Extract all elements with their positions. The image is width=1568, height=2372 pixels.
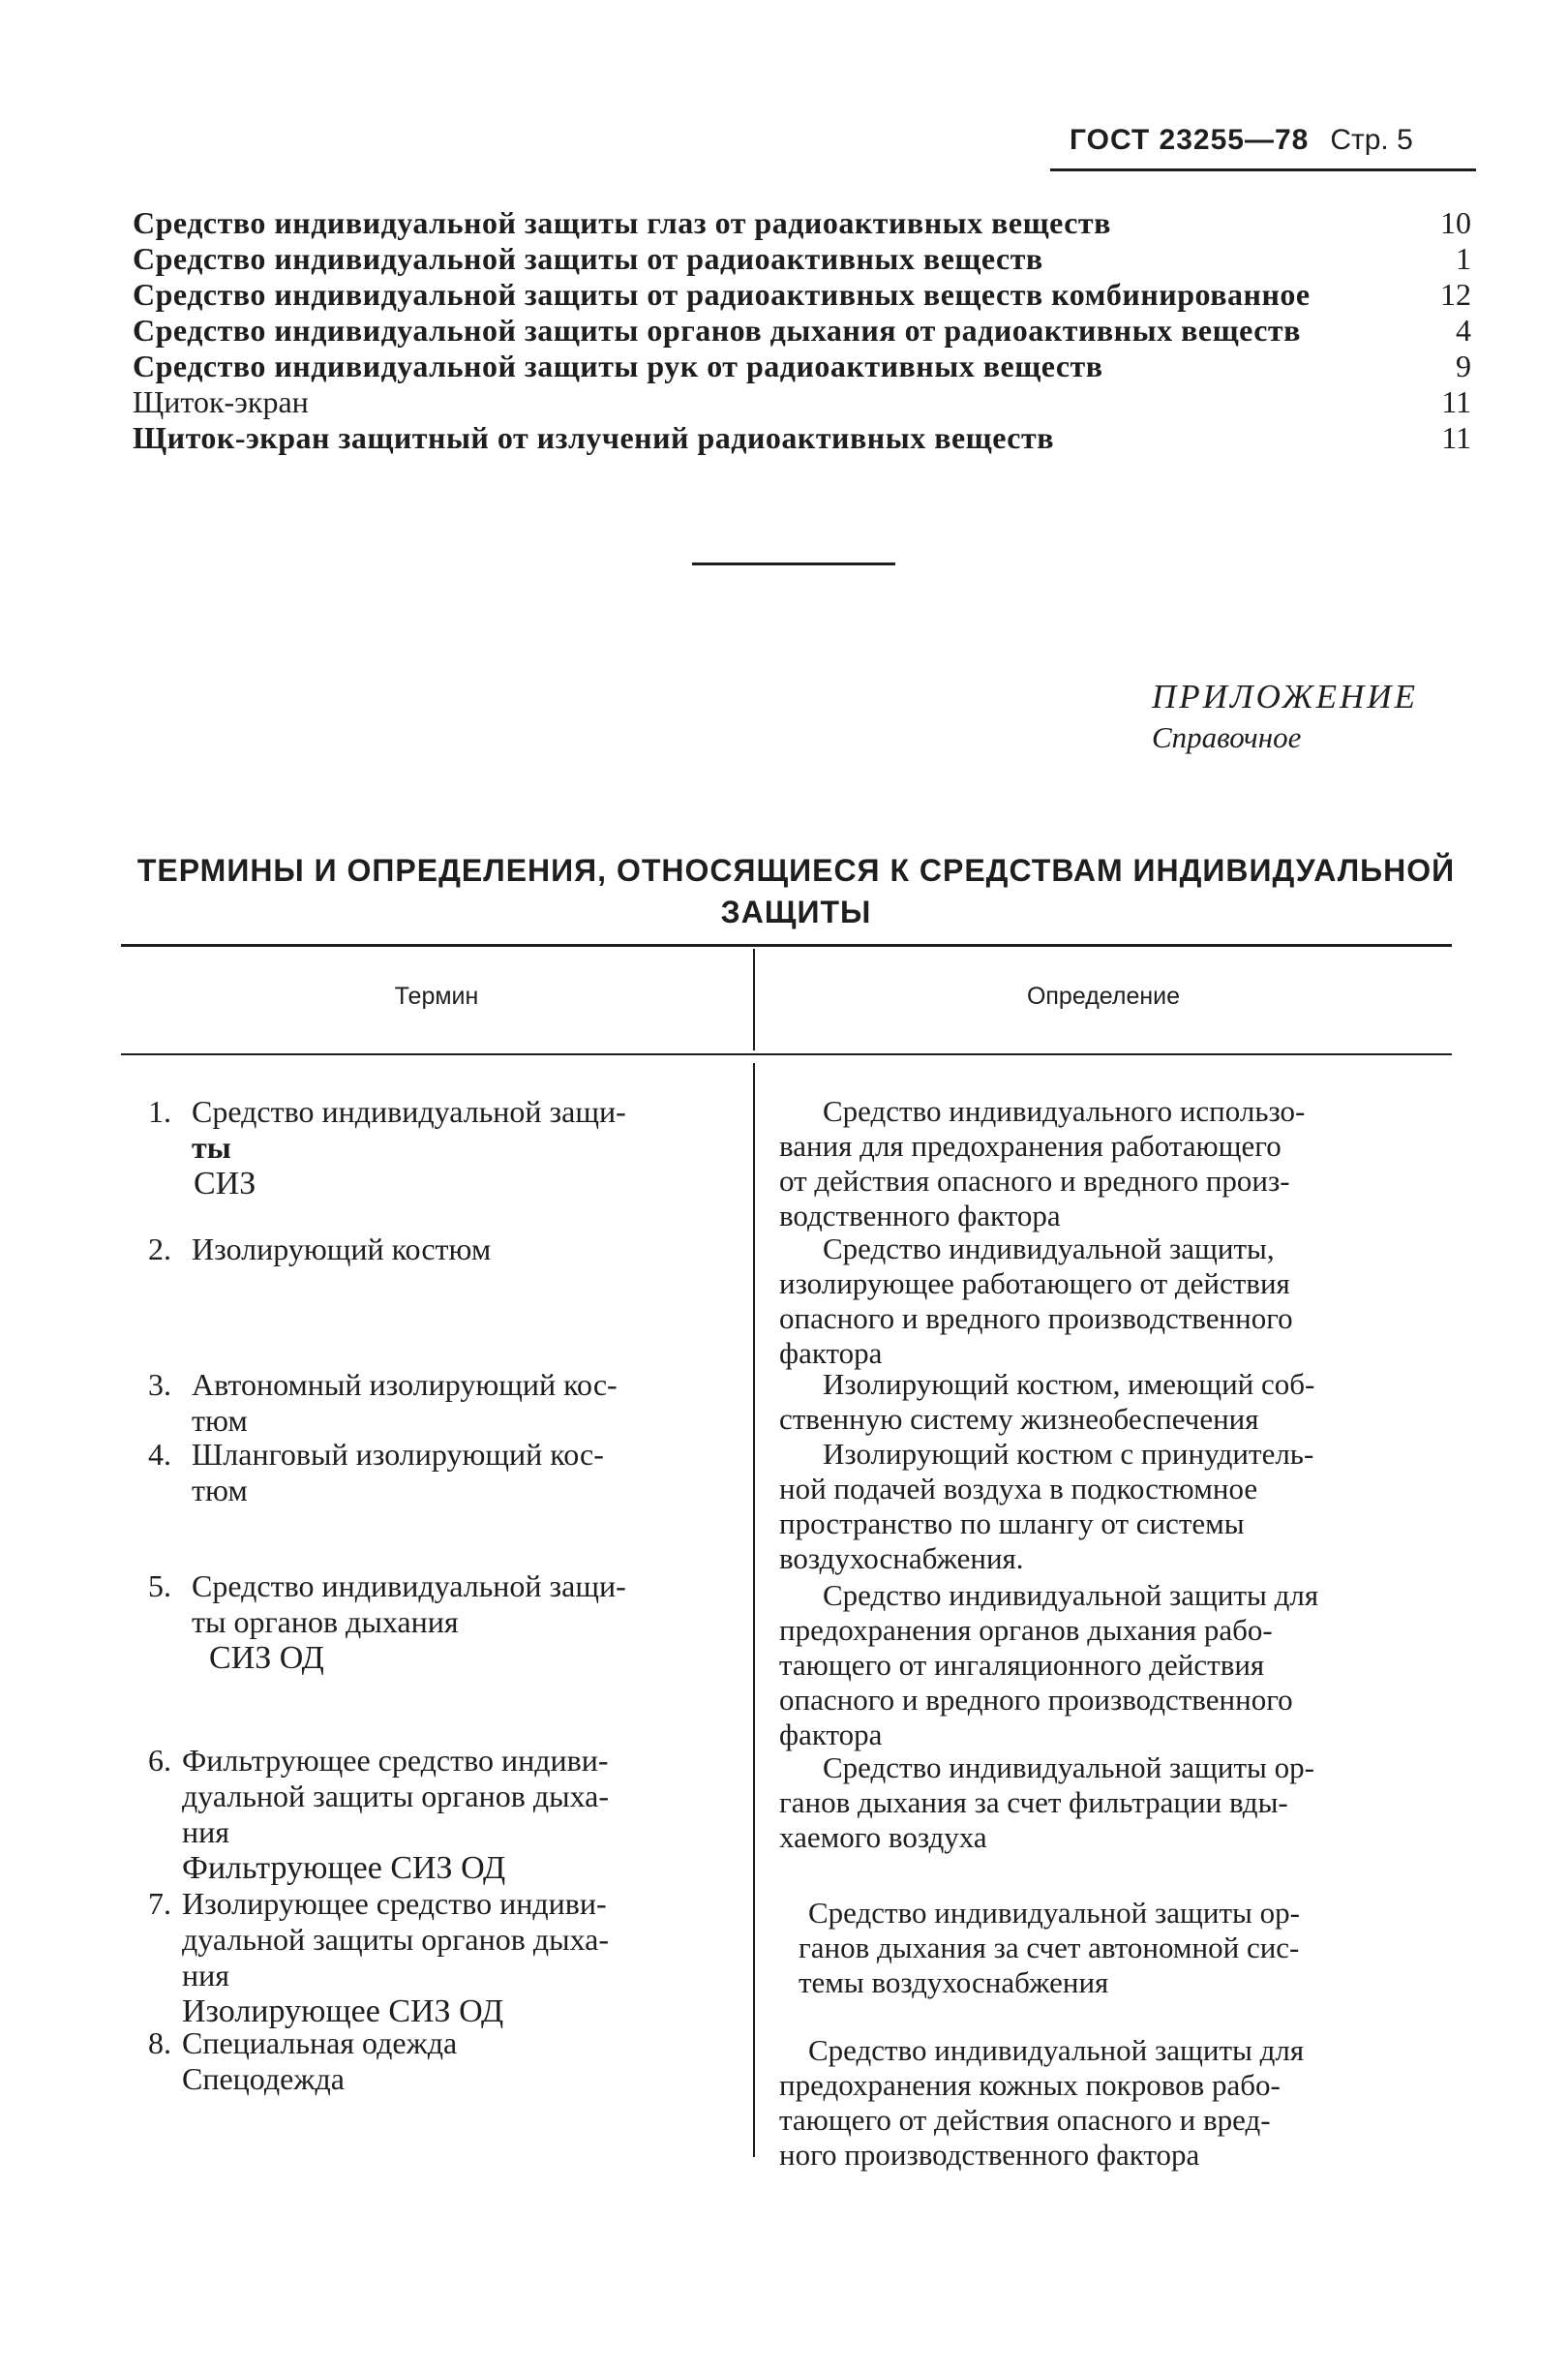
term-line: ты: [192, 1130, 231, 1165]
column-header-term: Термин: [394, 983, 479, 1010]
body-column-divider: [753, 1063, 755, 2157]
index-term: Средство индивидуальной защиты рук от радиоактивных веществ: [133, 349, 1103, 383]
table-row-definition: [779, 1094, 1447, 1233]
term-abbreviation: Спецодежда: [182, 2061, 345, 2096]
definition-line: опасного и вредного производственного: [779, 1683, 1293, 1717]
definition-line: фактора: [779, 1336, 883, 1370]
table-row-term: [148, 1437, 729, 1508]
term-number: 5.: [148, 1568, 171, 1603]
page-number: Стр. 5: [1330, 124, 1413, 156]
page-header: [1070, 124, 1474, 157]
definition-line: изолирующее работающего от действия: [779, 1266, 1290, 1300]
definition-line: опасного и вредного производственного: [779, 1301, 1293, 1335]
table-row-definition: [779, 1437, 1447, 1576]
section-title-line1: ТЕРМИНЫ И ОПРЕДЕЛЕНИЯ, ОТНОСЯЩИЕСЯ К СРЕДСТВАМ ИНДИВИДУАЛЬНОЙ: [136, 853, 1456, 888]
appendix-title: ПРИЛОЖЕНИЕ: [1152, 678, 1418, 715]
term-line: Автономный изолирующий кос-: [192, 1367, 618, 1402]
definition-line: пространство по шлангу от системы: [779, 1506, 1245, 1540]
definition-line: хаемого воздуха: [779, 1820, 987, 1854]
term-line: Фильтрующее средство индиви-: [182, 1743, 609, 1778]
section-title: [116, 850, 1476, 933]
index-term: Средство индивидуальной защиты от радиоактивных веществ: [133, 241, 1043, 276]
term-number: 6.: [148, 1743, 171, 1778]
definition-line: Средство индивидуальной защиты для: [808, 2033, 1305, 2067]
term-abbreviation: Изолирующее СИЗ ОД: [182, 1993, 504, 2029]
index-page: 10: [1440, 205, 1471, 240]
index-row: [133, 384, 1471, 420]
term-line: Изолирующий костюм: [192, 1232, 492, 1266]
table-row-definition: [779, 2033, 1447, 2173]
definition-line: ной подачей воздуха в подкостюмное: [779, 1472, 1258, 1505]
term-abbreviation: СИЗ: [194, 1166, 256, 1201]
definition-line: Средство индивидуальной защиты ор-: [808, 1896, 1300, 1930]
table-row-term: [148, 1367, 729, 1439]
definition-line: тающего от ингаляционного действия: [779, 1648, 1265, 1682]
section-title-line2: ЗАЩИТЫ: [720, 895, 872, 929]
definition-line: фактора: [779, 1718, 883, 1751]
definition-line: Изолирующий костюм с принудитель-: [823, 1437, 1314, 1471]
term-index: [133, 205, 1471, 456]
appendix-label: [1152, 678, 1481, 755]
header-rule: [1050, 168, 1476, 171]
index-page: 11: [1441, 384, 1471, 419]
term-number: 7.: [148, 1886, 171, 1921]
definition-line: Средство индивидуальной защиты ор-: [823, 1750, 1314, 1784]
table-row-term: [148, 2025, 729, 2097]
index-term: Средство индивидуальной защиты от радиоактивных веществ комбинированное: [133, 277, 1311, 312]
table-row-definition: [779, 1578, 1447, 1752]
definition-line: ственную систему жизнеобеспечения: [779, 1402, 1259, 1436]
term-line: Средство индивидуальной защи-: [192, 1568, 626, 1603]
index-term: Средство индивидуальной защиты органов дыхания от радиоактивных веществ: [133, 313, 1301, 348]
index-term: Щиток-экран защитный от излучений радиоактивных веществ: [133, 420, 1054, 455]
index-page: 12: [1440, 277, 1471, 312]
definition-line: Средство индивидуального использо-: [823, 1094, 1306, 1128]
definition-line: предохранения органов дыхания рабо-: [779, 1613, 1273, 1647]
term-line: Изолирующее средство индиви-: [182, 1886, 607, 1921]
definition-line: Средство индивидуальной защиты для: [823, 1578, 1319, 1612]
definition-line: от действия опасного и вредного произ-: [779, 1164, 1290, 1198]
index-page: 11: [1441, 420, 1471, 455]
table-row-definition: [779, 1232, 1447, 1371]
term-number: 2.: [148, 1232, 171, 1266]
index-row: [133, 205, 1471, 241]
definition-line: ганов дыхания за счет автономной сис-: [799, 1931, 1300, 1964]
term-line: Шланговый изолирующий кос-: [192, 1437, 604, 1472]
term-line: дуальной защиты органов дыха-: [182, 1779, 610, 1813]
section-divider: [692, 563, 895, 565]
term-line: Специальная одежда: [182, 2025, 458, 2060]
index-page: 9: [1456, 349, 1471, 383]
term-abbreviation: СИЗ ОД: [209, 1640, 324, 1676]
term-line: тюм: [192, 1403, 248, 1438]
term-line: Средство индивидуальной защи-: [192, 1094, 626, 1129]
index-term: Щиток-экран: [133, 384, 309, 419]
table-row-definition: [779, 1367, 1447, 1437]
term-number: 8.: [148, 2025, 171, 2060]
table-row-definition: [779, 1896, 1447, 2000]
table-row-term: [148, 1232, 729, 1267]
index-term: Средство индивидуальной защиты глаз от радиоактивных веществ: [133, 205, 1111, 240]
definition-line: ганов дыхания за счет фильтрации вды-: [779, 1785, 1288, 1819]
term-line: ния: [182, 1958, 229, 1992]
definition-line: тающего от действия опасного и вред-: [779, 2103, 1271, 2137]
table-row-term: [148, 1886, 729, 2029]
table-row-term: [148, 1568, 729, 1676]
term-number: 3.: [148, 1367, 171, 1402]
term-number: 4.: [148, 1437, 171, 1472]
index-page: 4: [1456, 313, 1471, 348]
appendix-kind: Справочное: [1152, 720, 1302, 754]
index-row: [133, 349, 1471, 384]
table-top-rule: [121, 944, 1452, 947]
definition-line: Изолирующий костюм, имеющий соб-: [823, 1367, 1315, 1401]
definition-line: темы воздухоснабжения: [799, 1965, 1109, 1999]
standard-code: ГОСТ 23255—78: [1070, 124, 1310, 156]
index-row: [133, 241, 1471, 277]
term-line: тюм: [192, 1473, 248, 1507]
definition-line: вания для предохранения работающего: [779, 1129, 1282, 1163]
column-header-definition: Определение: [1026, 983, 1181, 1010]
definition-line: ного производственного фактора: [779, 2138, 1200, 2172]
term-line: ния: [182, 1814, 229, 1849]
table-row-term: [148, 1094, 729, 1201]
index-row: [133, 420, 1471, 456]
table-row-term: [148, 1743, 729, 1886]
term-line: дуальной защиты органов дыха-: [182, 1922, 610, 1957]
index-row: [133, 313, 1471, 349]
table-header-rule: [121, 1053, 1452, 1055]
term-line: ты органов дыхания: [192, 1604, 459, 1639]
term-number: 1.: [148, 1094, 171, 1129]
term-abbreviation: Фильтрующее СИЗ ОД: [182, 1850, 506, 1886]
definition-line: воздухоснабжения.: [779, 1541, 1024, 1575]
index-row: [133, 277, 1471, 313]
definition-line: Средство индивидуальной защиты,: [823, 1232, 1275, 1265]
definition-line: предохранения кожных покровов рабо-: [779, 2068, 1281, 2102]
table-row-definition: [779, 1750, 1447, 1855]
definition-line: водственного фактора: [779, 1199, 1061, 1232]
index-page: 1: [1456, 241, 1471, 276]
